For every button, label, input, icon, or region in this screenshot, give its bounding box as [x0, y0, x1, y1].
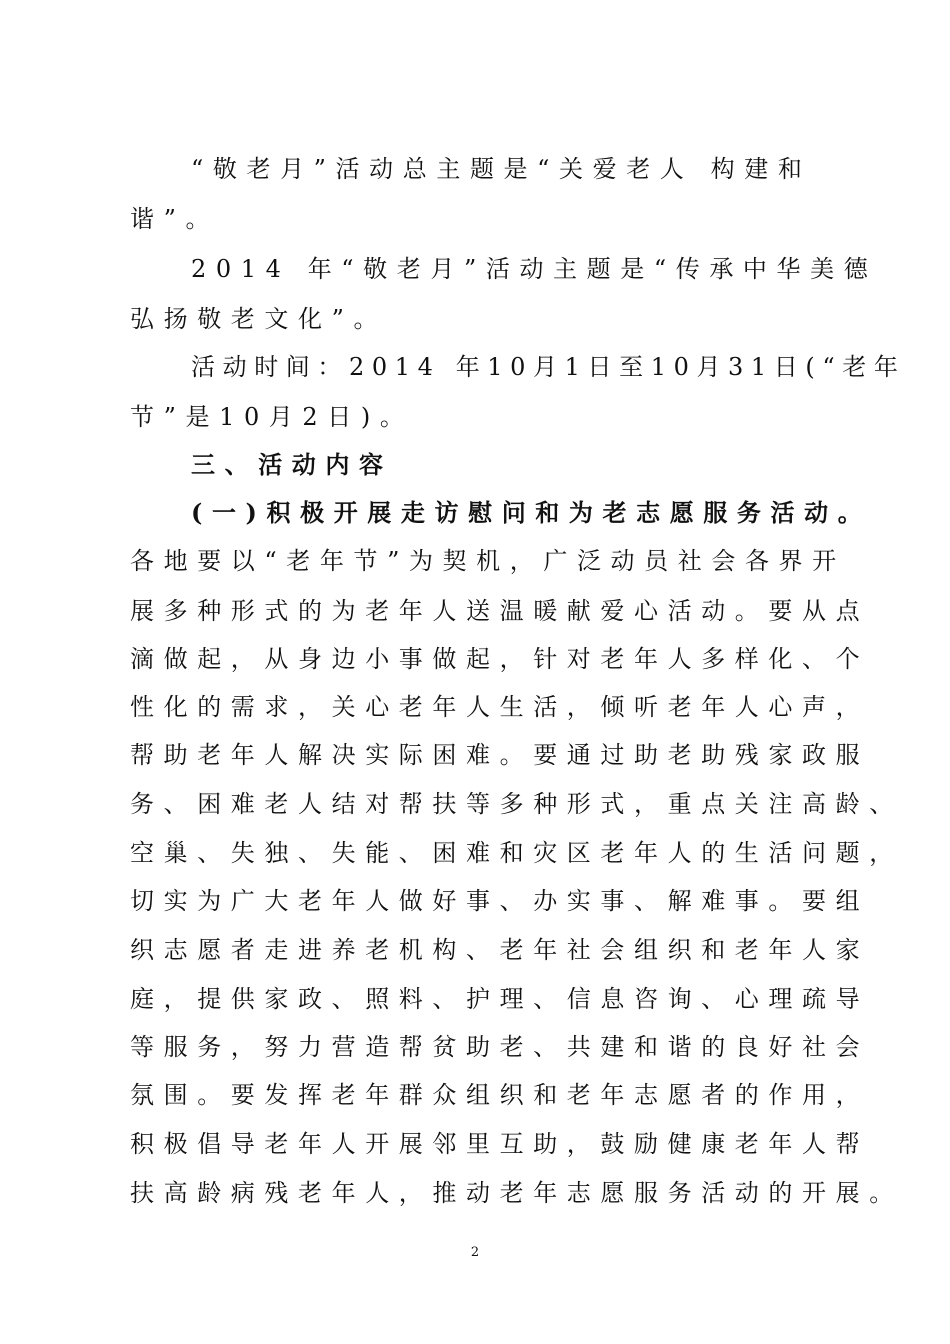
text-line: 空巢、失独、失能、困难和灾区老年人的生活问题，	[130, 839, 903, 867]
text-line: 谐”。	[130, 205, 220, 233]
text-line: 切实为广大老年人做好事、办实事、解难事。要组	[130, 887, 870, 915]
text-line: 展多种形式的为老年人送温暖献爱心活动。要从点	[130, 597, 870, 625]
text-line: 各地要以“老年节”为契机，广泛动员社会各界开	[130, 547, 846, 575]
text-line: 庭，提供家政、照料、护理、信息咨询、心理疏导	[130, 985, 870, 1013]
text-line: 滴做起，从身边小事做起，针对老年人多样化、个	[130, 645, 870, 673]
text-line: 弘扬敬老文化”。	[130, 305, 388, 333]
text-line: 活动时间：2014 年10月1日至10月31日(“老年	[191, 353, 906, 381]
text-line: 性化的需求，关心老年人生活，倾听老年人心声，	[130, 693, 870, 721]
text-line: 等服务，努力营造帮贫助老、共建和谐的良好社会	[130, 1033, 870, 1061]
subsection-heading: (一)积极开展走访慰问和为老志愿服务活动。	[191, 498, 872, 527]
page-number: 2	[470, 1245, 480, 1260]
text-line: 节”是10月2日)。	[130, 403, 414, 431]
text-line: 氛围。要发挥老年群众组织和老年志愿者的作用，	[130, 1081, 870, 1109]
text-line: “敬老月”活动总主题是“关爱老人 构建和	[191, 155, 812, 183]
text-line: 扶高龄病残老年人，推动老年志愿服务活动的开展。	[130, 1179, 903, 1207]
text-line: 织志愿者走进养老机构、老年社会组织和老年人家	[130, 936, 870, 964]
text-line: 积极倡导老年人开展邻里互助，鼓励健康老年人帮	[130, 1130, 870, 1158]
section-heading: 三、活动内容	[191, 450, 393, 479]
text-line: 务、困难老人结对帮扶等多种形式，重点关注高龄、	[130, 790, 903, 818]
text-line: 2014 年“敬老月”活动主题是“传承中华美德	[191, 255, 878, 283]
text-line: 帮助老年人解决实际困难。要通过助老助残家政服	[130, 741, 870, 769]
